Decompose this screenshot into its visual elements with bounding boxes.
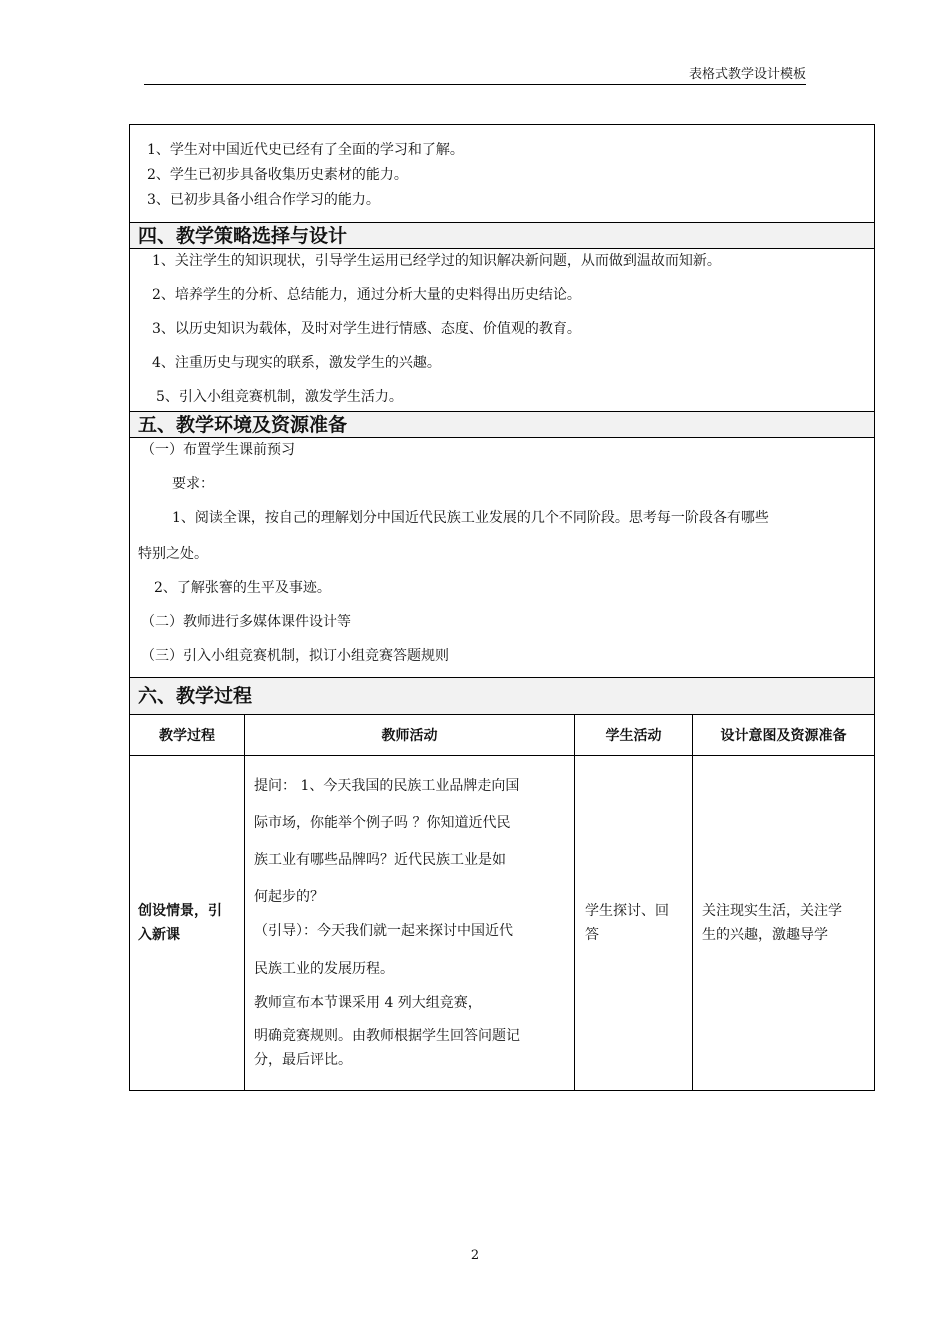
teacher-line: 教师宣布本节课采用 4 列大组竞赛， [254,995,482,1011]
lesson-plan-table [129,124,875,1091]
stage-line: 入新课 [138,927,180,943]
page-header [144,66,806,85]
strategy-item: 1、关注学生的知识现状，引导学生运用已经学过的知识解决新问题，从而做到温故而知新。 [152,253,721,269]
teacher-line: 提问： 1、今天我国的民族工业品牌走向国 [254,778,520,794]
teacher-line: 分，最后评比。 [254,1052,352,1068]
column-header: 教师活动 [381,728,438,744]
table-row [130,756,874,1090]
teacher-line: 际市场，你能举个例子吗 ？你知道近代民 [254,815,511,831]
resource-line: 要求： [172,476,214,492]
stage-cell [138,899,242,947]
strategy-item: 5、引入小组竞赛机制，激发学生活力。 [156,389,403,405]
column-header: 设计意图及资源准备 [720,728,847,744]
design-intent-cell [702,899,872,947]
teacher-line: 明确竞赛规则。由教师根据学生回答问题记 [254,1028,520,1044]
intent-line: 关注现实生活，关注学 [702,903,842,919]
section-4-body [130,249,874,412]
teacher-line: 民族工业的发展历程。 [254,961,394,977]
section-5-title: 五、教学环境及资源准备 [138,414,348,436]
analysis-item: 2、学生已初步具备收集历史素材的能力。 [147,167,408,183]
resource-line: （一）布置学生课前预习 [141,442,295,458]
resource-line: 2、了解张謇的生平及事迹。 [154,580,331,596]
resource-line: （三）引入小组竞赛机制，拟订小组竞赛答题规则 [141,648,449,664]
student-activity-cell [585,899,689,947]
teacher-line: （引导）：今天我们就一起来探讨中国近代 [254,923,513,939]
column-header: 教学过程 [159,728,215,744]
student-analysis-block [130,125,874,223]
student-line: 学生探讨、回 [585,903,669,919]
teacher-line: 何起步的？ [254,889,324,905]
page-number: 2 [470,1248,480,1263]
section-6-heading [130,678,874,715]
intent-line: 生的兴趣，激趣导学 [702,927,828,943]
section-4-heading [130,223,874,249]
strategy-item: 2、培养学生的分析、总结能力，通过分析大量的史料得出历史结论。 [152,287,581,303]
student-line: 答 [585,927,599,943]
resource-line: 特别之处。 [138,546,208,562]
analysis-item: 3、已初步具备小组合作学习的能力。 [147,192,380,208]
section-5-body [130,438,874,678]
section-6-title: 六、教学过程 [138,685,253,707]
column-divider [692,756,693,1090]
stage-line: 创设情景，引 [138,903,222,919]
strategy-item: 4、注重历史与现实的联系，激发学生的兴趣。 [152,355,441,371]
process-table-header [130,715,874,756]
column-divider [574,756,575,1090]
resource-line: （二）教师进行多媒体课件设计等 [141,614,351,630]
resource-line: 1、阅读全课，按自己的理解划分中国近代民族工业发展的几个不同阶段。思考每一阶段各有哪些 [172,510,769,526]
analysis-item: 1、学生对中国近代史已经有了全面的学习和了解。 [147,142,464,158]
teacher-line: 族工业有哪些品牌吗？近代民族工业是如 [254,852,506,868]
strategy-item: 3、以历史知识为载体，及时对学生进行情感、态度、价值观的教育。 [152,321,581,337]
header-title: 表格式教学设计模板 [688,67,806,82]
section-5-heading [130,412,874,438]
column-divider [244,756,245,1090]
column-header: 学生活动 [605,728,662,744]
section-4-title: 四、教学策略选择与设计 [138,225,348,247]
